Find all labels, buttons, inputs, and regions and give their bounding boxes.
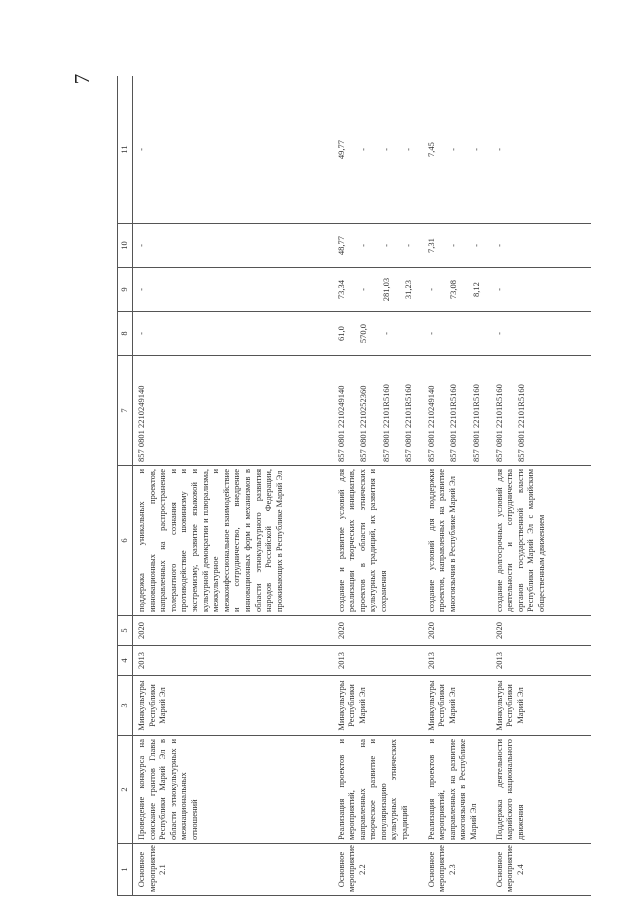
budget-code: 857 0801 2210252360 — [358, 385, 369, 462]
value: - — [358, 288, 369, 291]
header-cell: 3 — [118, 676, 133, 736]
year-end: 2020 — [133, 616, 333, 646]
year-end: 2020 — [423, 616, 491, 646]
event-name: Реализация проектов и мероприятий, направленных на творческое развитие и популяризацию культурных этнических традиций — [333, 736, 423, 844]
value: - — [425, 332, 436, 335]
year-start: 2013 — [423, 646, 491, 676]
value: - — [136, 148, 146, 151]
value: 73,34 — [335, 279, 346, 300]
responsible: Минкультуры Республики Марий Эл — [423, 676, 491, 736]
value: - — [136, 288, 146, 291]
value-col-11 — [333, 76, 423, 224]
header-cell: 4 — [118, 646, 133, 676]
expected-result: создание условий для поддержки проектов, направленных на развитие многоязычия в Республике Марий Эл — [423, 466, 491, 616]
table-container — [117, 76, 621, 896]
value-col-11 — [423, 76, 491, 224]
value-col-9 — [491, 268, 591, 312]
budget-code: 857 0801 22101R5160 — [516, 384, 527, 462]
value: - — [493, 288, 504, 291]
event-name: Проведение конкурса на соискание грантов Главы Республики Марий Эл в области этнокультурных и межнациональных отношений — [133, 736, 333, 844]
budget-codes — [423, 356, 491, 466]
value: - — [403, 148, 414, 151]
budget-code: 857 0801 2210249140 — [136, 385, 146, 462]
value: - — [448, 148, 459, 151]
value: - — [470, 244, 481, 247]
page-number: 7 — [70, 73, 94, 85]
value-col-8 — [333, 312, 423, 356]
budget-code: 857 0801 22101R5160 — [380, 384, 391, 462]
value: - — [380, 332, 391, 335]
value: 7,45 — [425, 142, 436, 157]
budget-code: 857 0801 22101R5160 — [448, 384, 459, 462]
value-col-8 — [133, 312, 333, 356]
year-start: 2013 — [491, 646, 591, 676]
value: - — [403, 244, 414, 247]
value: - — [358, 148, 369, 151]
event-name: Реализация проектов и мероприятий, направленных на развитие многоязычия в Республике Марий Эл — [423, 736, 491, 844]
value-col-11 — [133, 76, 333, 224]
value: - — [493, 148, 504, 151]
value: 31,23 — [403, 279, 414, 300]
budget-codes — [133, 356, 333, 466]
year-start: 2013 — [333, 646, 423, 676]
responsible: Минкультуры Республики Марий Эл — [491, 676, 591, 736]
value: - — [470, 148, 481, 151]
header-cell: 11 — [118, 76, 133, 224]
header-cell: 2 — [118, 736, 133, 844]
header-cell: 9 — [118, 268, 133, 312]
value: 49,77 — [335, 139, 346, 160]
value-col-8 — [491, 312, 591, 356]
budget-codes — [333, 356, 423, 466]
budget-code: 857 0801 2210249140 — [425, 385, 436, 462]
value-col-10 — [423, 224, 491, 268]
year-end: 2020 — [333, 616, 423, 646]
budget-code: 857 0801 22101R5160 — [470, 384, 481, 462]
expected-result: поддержка уникальных и инновационных проектов, направленных на распространение толерантного сознания и противодействие шовинизму и экстремизму, развитие языковой и культурной демократии и плюрализма, межкультурное и межконфессиональное взаимодействие и сотрудничество, внедрение инновационных форм и механизмов в области этнокультурного развития народов Российской Федерации, проживающих в Республике Марий Эл — [133, 466, 333, 616]
value-col-10 — [133, 224, 333, 268]
event-number: Основное мероприятие 2.2 — [333, 844, 423, 896]
value-col-10 — [333, 224, 423, 268]
budget-code: 857 0801 2210249140 — [335, 385, 346, 462]
value: 570,0 — [358, 323, 369, 344]
table-row — [133, 76, 333, 896]
value-col-9 — [133, 268, 333, 312]
header-cell: 8 — [118, 312, 133, 356]
value: - — [493, 244, 504, 247]
value: 61,0 — [335, 326, 346, 341]
program-table — [117, 76, 591, 896]
value-col-9 — [333, 268, 423, 312]
value: - — [136, 244, 146, 247]
value: 7,31 — [425, 238, 436, 253]
value: - — [448, 244, 459, 247]
table-row — [333, 76, 423, 896]
value: - — [493, 332, 504, 335]
header-row — [118, 76, 133, 896]
table-row — [423, 76, 491, 896]
header-cell: 1 — [118, 844, 133, 896]
value: 281,03 — [380, 277, 391, 302]
expected-result: создание и развитие условий для реализации творческих инициатив, проектов в области этнических культурных традиций, их развития и сохранения — [333, 466, 423, 616]
header-cell: 10 — [118, 224, 133, 268]
value: - — [380, 148, 391, 151]
expected-result: создание долгосрочных условий для деятельности и сотрудничества органов государственной власти Республики Марий Эл с марийским общественным движением — [491, 466, 591, 616]
value: - — [136, 332, 146, 335]
header-cell: 7 — [118, 356, 133, 466]
budget-code: 857 0801 22101R5160 — [493, 384, 504, 462]
budget-codes — [491, 356, 591, 466]
event-name: Поддержка деятельности марийского национального движения — [491, 736, 591, 844]
responsible: Минкультуры Республики Марий Эл — [333, 676, 423, 736]
year-end: 2020 — [491, 616, 591, 646]
event-number: Основное мероприятие 2.1 — [133, 844, 333, 896]
value-col-10 — [491, 224, 591, 268]
header-cell: 5 — [118, 616, 133, 646]
table-row — [491, 76, 591, 896]
value: 73,08 — [448, 279, 459, 300]
year-start: 2013 — [133, 646, 333, 676]
responsible: Минкультуры Республики Марий Эл — [133, 676, 333, 736]
value: - — [380, 244, 391, 247]
value-col-9 — [423, 268, 491, 312]
budget-code: 857 0801 22101R5160 — [403, 384, 414, 462]
value: 48,77 — [335, 235, 346, 256]
value: - — [425, 288, 436, 291]
value: - — [358, 244, 369, 247]
rotated-table-frame — [117, 76, 621, 896]
event-number: Основное мероприятие 2.4 — [491, 844, 591, 896]
value-col-11 — [491, 76, 591, 224]
event-number: Основное мероприятие 2.3 — [423, 844, 491, 896]
value: 8,12 — [470, 282, 481, 297]
value-col-8 — [423, 312, 491, 356]
header-cell: 6 — [118, 466, 133, 616]
